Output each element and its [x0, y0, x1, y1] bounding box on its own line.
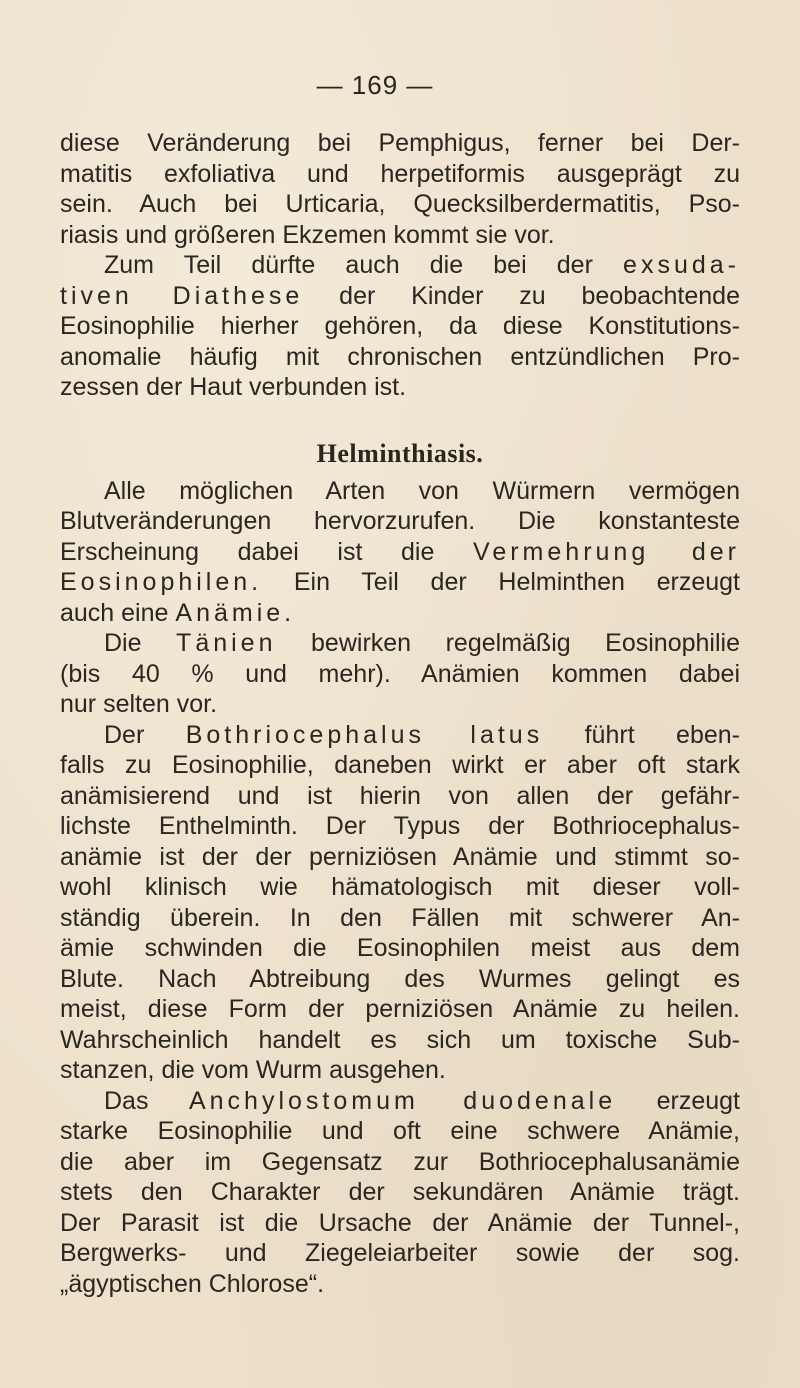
text-line: lichste Enthelminth. Der Typus der Bothriocephalus-: [60, 812, 740, 840]
text-line: [60, 598, 740, 629]
text-line: nur selten vor.: [60, 690, 218, 718]
text-fragment: führt eben-: [584, 720, 740, 749]
text-line: [60, 281, 740, 312]
text-line: anämisierend und ist hierin von allen der gefähr-: [60, 781, 740, 810]
spaced-term: exsuda-: [623, 251, 740, 279]
text-line: anomalie häufig mit chronischen entzündlichen Pro-: [60, 342, 740, 371]
body-text: [60, 128, 740, 1299]
page-number: — 169 —: [316, 70, 434, 100]
text-line: Eosinophilie hierher gehören, da diese Konstitutions-: [60, 312, 740, 340]
text-fragment: der Kinder zu beobachtende: [339, 281, 740, 310]
text-line: riasis und größeren Ekzemen kommt sie vor.: [60, 220, 555, 249]
text-line: [60, 537, 740, 568]
paragraph-bothriocephalus: [60, 720, 740, 1086]
text-line: wohl klinisch wie hämatologisch mit dieser voll-: [60, 873, 740, 901]
text-line: ständig überein. In den Fällen mit schwerer An-: [60, 903, 740, 932]
paragraph-taenien: [60, 628, 740, 720]
text-line: Blute. Nach Abtreibung des Wurmes gelingt es: [60, 964, 740, 993]
text-fragment: Erscheinung dabei ist die: [60, 537, 435, 566]
text-line: Bergwerks- und Ziegeleiarbeiter sowie der sog.: [60, 1239, 740, 1267]
text-line: stanzen, die vom Wurm ausgehen.: [60, 1056, 446, 1084]
text-fragment: auch eine: [60, 598, 169, 627]
text-fragment: Die: [104, 629, 142, 657]
spaced-term: Anämie.: [175, 598, 296, 627]
text-line: anämie ist der der perniziösen Anämie und stimmt so-: [60, 842, 740, 871]
text-line: (bis 40 % und mehr). Anämien kommen dabei: [60, 659, 740, 688]
text-fragment: Das: [104, 1086, 149, 1115]
text-line: „ägyptischen Chlorose“.: [60, 1269, 325, 1298]
text-line: die aber im Gegensatz zur Bothriocephalusanämie: [60, 1147, 740, 1176]
text-line: Wahrscheinlich handelt es sich um toxische Sub-: [60, 1025, 740, 1054]
spaced-term: Anchylostomum duodenale: [188, 1086, 617, 1115]
text-line: [60, 250, 740, 281]
spaced-term: Bothriocephalus latus: [185, 720, 544, 749]
text-fragment: bewirken regelmäßig Eosinophilie: [311, 629, 740, 657]
text-fragment: Ein Teil der Helminthen erzeugt: [293, 568, 740, 596]
text-line: Alle möglichen Arten von Würmern vermögen: [104, 476, 740, 505]
spaced-term: tiven Diathese: [60, 281, 304, 310]
text-line: falls zu Eosinophilie, daneben wirkt er aber oft stark: [60, 751, 740, 779]
text-line: zessen der Haut verbunden ist.: [60, 373, 407, 401]
paragraph-pemphigus: [60, 128, 740, 250]
paragraph-exsudative-diathese: [60, 250, 740, 403]
text-line: Blutveränderungen hervorzurufen. Die konstanteste: [60, 507, 740, 535]
text-line: matitis exfoliativa und herpetiformis ausgeprägt zu: [60, 159, 740, 188]
text-line: meist, diese Form der perniziösen Anämie zu heilen.: [60, 995, 740, 1023]
section-heading: Helminthiasis.: [316, 438, 484, 468]
text-fragment: Zum Teil dürfte auch die bei der: [104, 251, 593, 279]
text-line: [60, 567, 740, 598]
text-line: diese Veränderung bei Pemphigus, ferner bei Der-: [60, 129, 740, 157]
text-line: [60, 628, 740, 659]
paragraph-anchylostomum: [60, 1086, 740, 1300]
paragraph-wuermer: [60, 476, 740, 629]
text-fragment: Der: [104, 720, 145, 749]
text-line: sein. Auch bei Urticaria, Quecksilberdermatitis, Pso-: [60, 190, 740, 218]
text-line: starke Eosinophilie und oft eine schwere Anämie,: [60, 1117, 740, 1145]
text-line: stets den Charakter der sekundären Anämie trägt.: [60, 1178, 740, 1206]
text-line: ämie schwinden die Eosinophilen meist aus dem: [60, 934, 740, 962]
spaced-term: Vermehrung der: [473, 537, 740, 566]
text-line: Der Parasit ist die Ursache der Anämie der Tunnel-,: [60, 1208, 740, 1237]
text-line: [60, 720, 740, 751]
text-line: [60, 1086, 740, 1117]
spaced-term: Tänien: [176, 629, 277, 657]
text-fragment: erzeugt: [656, 1086, 740, 1115]
spaced-term: Eosinophilen.: [60, 568, 263, 596]
